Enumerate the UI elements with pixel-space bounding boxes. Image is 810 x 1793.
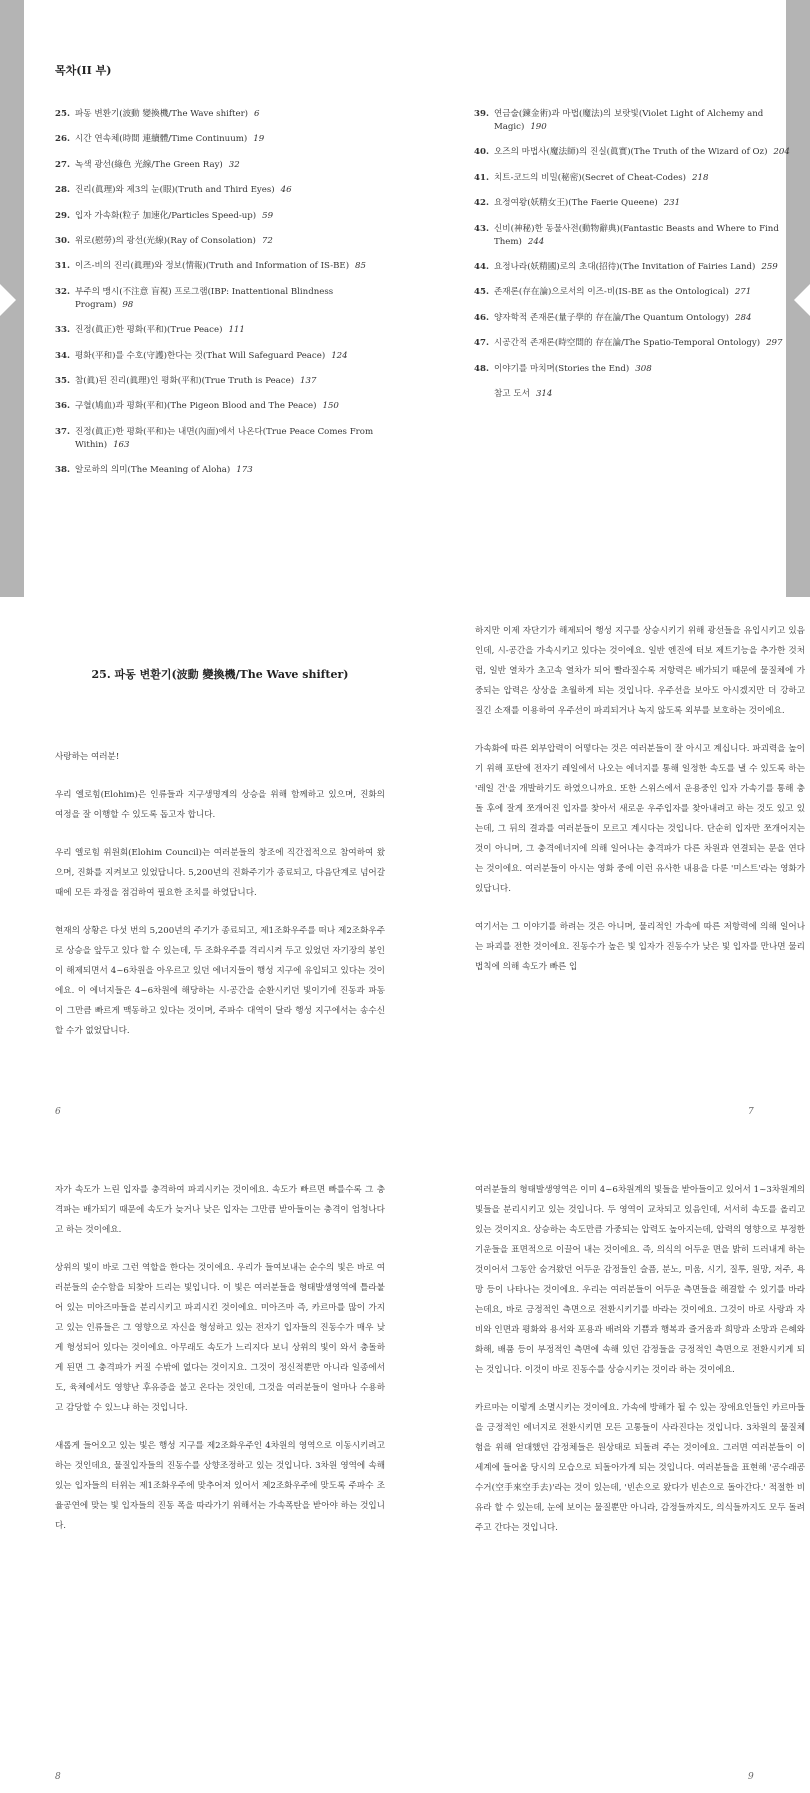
toc-item-page: 137 (300, 375, 317, 386)
toc-item-text: 요정나라(妖精國)로의 초대(招待)(The Invitation of Fairies Land) 259 (494, 261, 778, 272)
toc-item[interactable] (55, 159, 390, 172)
toc-item[interactable] (55, 133, 390, 146)
toc-item[interactable] (55, 350, 390, 363)
toc-item-text: 신비(神秘)한 동물사전(動物辭典)(Fantastic Beasts and Where to Find Them) 244 (494, 223, 779, 247)
toc-item[interactable] (474, 363, 809, 376)
toc-item-text: 진리(眞理)와 제3의 눈(眼)(Truth and Third Eyes) 46 (75, 185, 292, 196)
toc-title: 목차(II 부) (55, 64, 112, 77)
page-number: 7 (748, 1107, 754, 1117)
paragraph: 가속화에 따른 외부압력이 어떻다는 것은 여러분들이 잘 아시고 계십니다. 파괴력을 높이기 위해 포탄에 전자기 레일에서 나오는 에너지를 통해 일정한 속도를 낼 수 있도록 하는 '레일 건'을 개발하기도 하였으니까요. 또한 스위스에서 운용중인 입자 가속기를 통해 충돌 후에 잘게 쪼개어진 입자를 찾아서 새로운 우주입자를 찾아내려고 하는 것도 있고 있는데, 그 뒤의 결과를 여러분들이 모르고 계시다는 것입니다. 단순히 입자만 쪼개어지는 것이 아니며, 그 충격에너지에 의해 일어나는 충격파가 다른 차원과 연결되는 문을 연다는 것이에요. 여러분들이 아시는 영화 중에 이런 유사한 내용을 다룬 '미스트'라는 영화가 있답니다. (475, 744, 805, 894)
toc-item-number: 30. (55, 235, 70, 246)
toc-item-number: 37. (55, 426, 70, 437)
toc-spread (0, 0, 810, 597)
toc-item-page: 72 (261, 235, 273, 246)
toc-item-page: 85 (355, 261, 366, 272)
toc-item-page: 271 (734, 287, 752, 298)
toc-item-text: 진정(眞正)한 평화(平和)는 내면(內面)에서 나온다(True Peace Comes From Within) 163 (75, 426, 374, 450)
toc-item[interactable] (55, 426, 390, 452)
toc-item[interactable] (474, 261, 809, 274)
toc-item[interactable] (474, 146, 809, 159)
toc-item-text: 참(眞)된 진리(眞理)인 평화(平和)(True Truth is Peace) 137 (75, 375, 317, 386)
toc-item[interactable] (55, 286, 390, 312)
paragraph: 우리 엘로힘 위원회(Elohim Council)는 여러분들의 창조에 직간접적으로 참여하여 왔으며, 진화를 지켜보고 있었답니다. 5,200년의 진화주기가 종료되고, 다음단계로 넘어갈 때에 모든 과정을 점검하여 필요한 조치를 하였답니다. (55, 848, 385, 898)
toc-item-number: 48. (474, 363, 489, 374)
paragraph: 현재의 상황은 다섯 번의 5,200년의 주기가 종료되고, 제1조화우주를 떠나 제2조화우주로 상승을 앞두고 있다 할 수 있는데, 두 조화우주를 격리시켜 두고 있었던 자기장의 봉인이 해제되면서 4~6차원을 아우르고 있던 에너지들이 행성 지구에 유입되고 있다는 것이에요. 이 에너지들은 4~6차원에 해당하는 시-공간을 순환시키던 빛이기에 진동과 파동이 그만큼 빠르게 맥동하고 있다는 것이며, 주파수 대역이 달라 행성 지구에서는 송수신할 수가 없었답니다. (55, 926, 385, 1036)
toc-item[interactable] (474, 312, 809, 325)
toc-item-number: 33. (55, 325, 70, 336)
toc-item-page: 111 (228, 325, 245, 336)
spread-pages-6-7 (0, 615, 810, 1135)
toc-item-text: 이즈-비의 진리(眞理)와 정보(情報)(Truth and Information of IS-BE) 85 (75, 261, 366, 272)
toc-references-page: 314 (535, 388, 553, 399)
toc-item[interactable] (474, 223, 809, 249)
toc-item-number: 38. (55, 465, 70, 476)
toc-item-number: 45. (474, 287, 489, 298)
toc-item-text: 치트-코드의 비밀(秘密)(Secret of Cheat-Codes) 218 (494, 172, 709, 183)
toc-item[interactable] (55, 260, 390, 273)
toc-item-text: 녹색 광선(綠色 光線/The Green Ray) 32 (75, 159, 240, 170)
toc-item-page: 46 (280, 185, 292, 196)
toc-column-right (474, 108, 809, 413)
page-7 (475, 615, 805, 995)
toc-item-number: 41. (474, 172, 489, 183)
toc-item[interactable] (474, 108, 809, 134)
toc-item[interactable] (55, 400, 390, 413)
paragraph: 상위의 빛이 바로 그런 역할을 한다는 것이에요. 우리가 들여보내는 순수의 빛은 바로 여러분들의 순수함을 되찾아 드리는 빛입니다. 이 빛은 여러분들을 형태발생영역에 틀라붙어 있는 미아즈마들을 분리시키고 파괴시킨 것이에요. 미아즈마 즉, 카르마를 많이 가지고 있는 인류들은 그 영향으로 자신을 형성하고 있는 전자기 입자들의 진동수가 매우 낮게 형성되어 있다는 것이에요. 아무래도 속도가 느리지다 보니 상위의 빛이 와서 충돌하게 된면 그 충격파가 커질 수밖에 없다는 것이지요. 그것이 정신적뿐만 아니라 일종에서도, 육체에서도 영향난 후유증을 불고 온다는 것인데, 그것을 여러분들이 얼마나 수용하고 감당할 수 있느냐 하는 것입니다. (55, 1263, 385, 1413)
paragraph: 우리 엘로힘(Elohim)은 인류들과 지구생명계의 상승을 위해 함께하고 있으며, 진화의 여정을 잘 이행할 수 있도록 돕고자 합니다. (55, 790, 385, 820)
toc-item-text: 이야기를 마치며(Stories the End) 308 (494, 363, 652, 374)
toc-item-page: 284 (735, 312, 752, 323)
toc-item-text: 부주의 맹시(不注意 盲視) 프로그램(IBP: Inattentional Blindness Program) 98 (75, 286, 334, 310)
page-9 (475, 1180, 805, 1556)
toc-item-page: 6 (254, 109, 260, 119)
toc-item-text: 시간 연속체(時間 連續體/Time Continuum) 19 (75, 134, 265, 145)
toc-item-number: 32. (55, 286, 70, 297)
toc-references-label: 참고 도서 314 (494, 388, 553, 399)
toc-item-text: 요정여왕(妖精女王)(The Faerie Queene) 231 (494, 198, 681, 209)
toc-item-text: 연금술(鍊金術)과 마법(魔法)의 보랏빛(Violet Light of Alchemy and Magic) 190 (494, 109, 764, 132)
toc-item[interactable] (474, 337, 809, 350)
toc-item-number: 39. (474, 109, 489, 119)
toc-item-number: 43. (474, 223, 489, 234)
toc-item[interactable] (55, 375, 390, 388)
toc-item-number: 31. (55, 261, 70, 272)
toc-item[interactable] (474, 197, 809, 210)
toc-item-page: 59 (262, 210, 274, 221)
toc-item-page: 32 (228, 159, 240, 170)
page-number: 6 (55, 1107, 61, 1117)
toc-item-page: 19 (253, 134, 265, 145)
toc-item-page: 259 (761, 261, 778, 272)
page-6 (55, 615, 385, 1059)
toc-item-page: 150 (322, 401, 339, 412)
toc-item-text: 존재론(存在論)으로서의 이즈-비(IS-BE as the Ontological) 271 (494, 287, 752, 298)
toc-item-number: 47. (474, 338, 489, 349)
toc-item-text: 평화(平和)를 수호(守護)한다는 것(That Will Safeguard Peace) 124 (75, 350, 348, 361)
page-number: 9 (748, 1772, 754, 1782)
salutation: 사랑하는 여러분! (55, 752, 120, 762)
toc-item-text: 구혈(鳩血)과 평화(平和)(The Pigeon Blood and The Peace) 150 (75, 401, 339, 412)
left-notch (0, 284, 16, 316)
toc-item[interactable] (55, 210, 390, 223)
toc-item-number: 28. (55, 185, 70, 196)
toc-item-number: 46. (474, 312, 489, 323)
toc-item-number: 35. (55, 375, 70, 386)
paragraph: 여러분들의 형태발생영역은 이미 4~6차원계의 빛들을 받아들이고 있어서 1~3차원계의 빛들을 분리시키고 있는 것입니다. 두 영역이 교차되고 있음인데, 서서히 속도를 올리고 있는 것이지요. 상승하는 속도만큼 가중되는 압력도 높아지는데, 압력의 영향으로 부정한 기운들을 표면적으로 이끌어 내는 것이에요. 즉, 의식의 어두운 면을 밝히 드러내게 하는 것이어서 그동안 숨겨왔던 어두운 감정들인 슬픔, 분노, 미움, 시기, 질투, 원망, 저주, 욕망 등이 나타나는 것이에요. 우리는 여러분들이 어두운 측면들을 해결할 수 있기를 바라는데요, 바로 긍정적인 측면으로 전환시키기를 바라는 것이에요. 그것이 바로 사랑과 자비와 인면과 평화와 용서와 포용과 배려와 기쁨과 행복과 즐거움과 희망과 소망과 은혜와 화해, 배품 등이 부정적인 측면에 속해 있던 감정들을 긍정적인 측면으로 전환시키게 되는 것입니다. 이것이 바로 진동수를 상승시키는 것이라 하는 것이에요. (475, 1185, 805, 1375)
toc-item[interactable] (55, 108, 390, 121)
toc-column-left (55, 108, 390, 489)
toc-item-text: 입자 가속화(粒子 加速化/Particles Speed-up) 59 (75, 210, 274, 221)
toc-item[interactable] (474, 286, 809, 299)
toc-item-number: 40. (474, 147, 489, 158)
page-number: 8 (55, 1772, 61, 1782)
toc-item[interactable] (55, 464, 390, 477)
toc-item-page: 173 (236, 465, 253, 476)
toc-item-text: 위로(慰勞)의 광선(光線)(Ray of Consolation) 72 (75, 235, 273, 246)
toc-item-page: 231 (663, 198, 681, 209)
toc-item-page: 308 (635, 363, 652, 374)
toc-item-page: 190 (530, 122, 547, 132)
toc-item-text: 시공간적 존재론(時空間的 存在論/The Spatio-Temporal Ontology) 297 (494, 338, 783, 349)
toc-item-page: 218 (692, 172, 709, 183)
toc-item-page: 98 (122, 299, 134, 310)
paragraph: 카르마는 이렇게 소멸시키는 것이에요. 가속에 방해가 될 수 있는 장애요인들인 카르마들을 긍정적인 에너지로 전환시키면 모든 고통들이 사라진다는 것입니다. 3차원의 물질체험을 위해 얻대했던 감정체들은 원상태로 되돌려 주는 것이에요. 그러면 여러분들이 이 세계에 들어올 당시의 모습으로 되돌아가게 되는 것입니다. 여러분들을 표현해 '공수래공수거(空手來空手去)'라는 것이 있는데, '빈손으로 왔다가 빈손으로 돌아간다.' 적절한 비유라 할 수 있는데, 눈에 보이는 물질뿐만 아니라, 감정들까지도, 의식들까지도 모두 돌려주고 간다는 것입니다. (475, 1403, 805, 1533)
toc-item[interactable] (55, 324, 390, 337)
toc-item-page: 204 (773, 147, 790, 158)
page-8 (55, 1180, 385, 1554)
toc-item[interactable] (55, 235, 390, 248)
paragraph: 하지만 이제 자단기가 해제되어 행성 지구를 상승시키기 위해 광선들을 유입시키고 있음인데, 시-공간을 가속시키고 있다는 것이에요. 일반 엔진에 터보 제트기능을 추가한 것처럼, 일반 열차가 초고속 열차가 되어 빨라질수록 저항력은 배가되기 때문에 물질체에 가중되는 압력은 상상을 초월하게 되는 것입니다. 우주선을 보아도 아시겠지만 더 강하고 질긴 소재를 이용하여 우주선이 파괴되거나 녹지 않도록 외부를 보호하는 것이에요. (475, 626, 805, 716)
toc-item-text: 진정(眞正)한 평화(平和)(True Peace) 111 (75, 325, 245, 336)
toc-item-number: 25. (55, 109, 70, 119)
toc-item-number: 29. (55, 210, 70, 221)
paragraph: 자가 속도가 느린 입자를 충격하여 파괴시키는 것이에요. 속도가 빠르면 빠를수록 그 충격파는 배가되기 때문에 속도가 늦거나 낮은 입자는 그만큼 받아들이는 충격이 엄청나다고 하는 것이에요. (55, 1185, 385, 1235)
paragraph: 여기서는 그 이야기를 하려는 것은 아니며, 물리적인 가속에 따른 저항력에 의해 일어나는 파괴를 전한 것이에요. 진동수가 높은 빛 입자가 진동수가 낮은 빛 입자를 만나면 물리법칙에 의해 속도가 빠른 입 (475, 922, 805, 972)
toc-item[interactable] (474, 172, 809, 185)
toc-item-text: 오즈의 마법사(魔法師)의 진실(眞實)(The Truth of the Wizard of Oz) 204 (494, 147, 790, 158)
toc-item-text: 알로하의 의미(The Meaning of Aloha) 173 (75, 465, 253, 476)
toc-item-number: 27. (55, 159, 70, 170)
toc-item-page: 163 (113, 439, 130, 450)
toc-item-number: 34. (55, 350, 70, 361)
toc-item-text: 파동 변환기(波動 變換機/The Wave shifter) 6 (75, 109, 260, 119)
toc-item-text: 양자학적 존재론(量子學的 存在論/The Quantum Ontology) 284 (494, 312, 752, 323)
toc-item-number: 42. (474, 198, 489, 209)
toc-references[interactable] (494, 388, 809, 401)
toc-item-number: 44. (474, 261, 489, 272)
chapter-title: 25. 파동 변환기(波動 變換機/The Wave shifter) (91, 668, 349, 681)
toc-item-number: 36. (55, 401, 70, 412)
toc-item[interactable] (55, 184, 390, 197)
toc-item-page: 297 (766, 338, 783, 349)
paragraph: 새롭게 들어오고 있는 빛은 행성 지구를 제2조화우주인 4차원의 영역으로 이동시키려고 하는 것인데요, 물질입자들의 진동수를 상향조정하고 있는 것입니다. 3차원 영역에 속해 있는 입자들의 터위는 제1조화우주에 맞추어져 있어서 제2조화우주에 맞도록 주파수 조율공연에 맞는 빛 입자들의 진동 폭을 따라가기 위해서는 가속폭탄을 받아야 하는 것입니다. (55, 1441, 385, 1531)
toc-item-number: 26. (55, 134, 70, 145)
toc-item-page: 124 (331, 350, 348, 361)
toc-item-page: 244 (527, 236, 545, 247)
spread-pages-8-9 (0, 1150, 810, 1793)
